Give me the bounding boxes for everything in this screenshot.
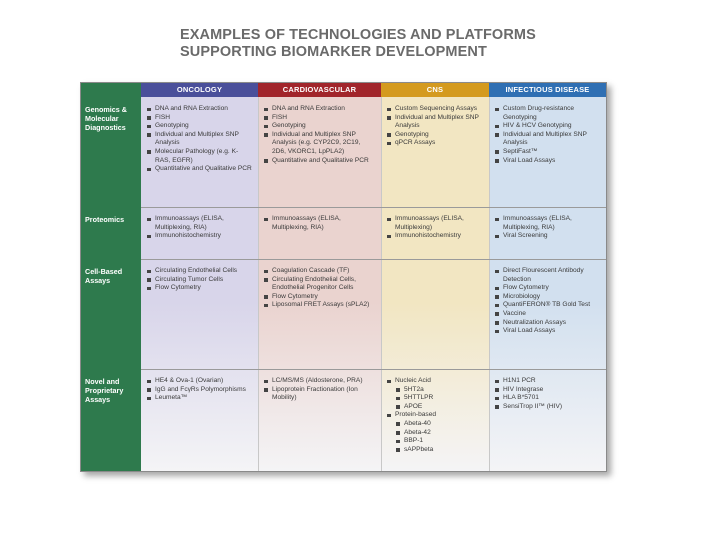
title-line-1: EXAMPLES OF TECHNOLOGIES AND PLATFORMS xyxy=(180,27,536,43)
list-item: DNA and RNA Extraction xyxy=(263,105,376,114)
list-item: H1N1 PCR xyxy=(494,377,601,386)
list-item: Immunohistochemistry xyxy=(146,232,253,241)
table-cell xyxy=(263,267,376,310)
bullet-list xyxy=(386,105,484,148)
list-item: qPCR Assays xyxy=(386,139,484,148)
list-item: Leumeta™ xyxy=(146,394,253,403)
page-title xyxy=(180,27,600,61)
table-cell xyxy=(494,377,601,411)
table-cell xyxy=(146,105,253,174)
bullet-list xyxy=(263,105,376,165)
list-item: Quantitative and Qualitative PCR xyxy=(263,157,376,166)
list-item: Circulating Endothelial Cells, Endothelial Progenitor Cells xyxy=(263,276,376,293)
list-item: Coagulation Cascade (TF) xyxy=(263,267,376,276)
table-cell xyxy=(494,105,601,165)
list-item: APOE xyxy=(386,403,484,412)
list-item: Flow Cytometry xyxy=(494,284,601,293)
list-item: Abeta-40 xyxy=(386,420,484,429)
list-item: Immunoassays (ELISA, Multiplexing, RIA) xyxy=(494,215,601,232)
list-item: Liposomal FRET Assays (sPLA2) xyxy=(263,301,376,310)
column-divider xyxy=(489,97,490,471)
list-item: Individual and Multiplex SNP Analysis xyxy=(494,131,601,148)
list-item: Direct Flourescent Antibody Detection xyxy=(494,267,601,284)
table-cell xyxy=(386,215,484,241)
row-divider xyxy=(141,369,606,370)
list-item: Quantitative and Qualitative PCR xyxy=(146,165,253,174)
bullet-list xyxy=(263,267,376,310)
bullet-list xyxy=(146,377,253,403)
list-item: Immunoassays (ELISA, Multiplexing, RIA) xyxy=(263,215,376,232)
list-item: Circulating Tumor Cells xyxy=(146,276,253,285)
bullet-list xyxy=(494,267,601,336)
table-cell xyxy=(263,377,376,403)
title-line-2: SUPPORTING BIOMARKER DEVELOPMENT xyxy=(180,44,487,60)
list-item: SeptiFast™ xyxy=(494,148,601,157)
bullet-list xyxy=(386,377,484,454)
list-item: 5HTTLPR xyxy=(386,394,484,403)
bullet-list xyxy=(146,215,253,241)
list-item: Flow Cytometry xyxy=(263,293,376,302)
list-item: Protein-based xyxy=(386,411,484,420)
column-header-oncology: ONCOLOGY xyxy=(141,83,258,97)
list-item: Vaccine xyxy=(494,310,601,319)
list-item: Immunoassays (ELISA, Multiplexing, RIA) xyxy=(146,215,253,232)
column-header-cardiovascular: CARDIOVASCULAR xyxy=(258,83,381,97)
table-cell xyxy=(494,267,601,336)
column-divider xyxy=(258,97,259,471)
table-cell xyxy=(146,377,253,403)
list-item: HE4 & Ova-1 (Ovarian) xyxy=(146,377,253,386)
table-cell xyxy=(386,105,484,148)
bullet-list xyxy=(146,267,253,293)
list-item: Nucleic Acid xyxy=(386,377,484,386)
list-item: HLA B*5701 xyxy=(494,394,601,403)
list-item: IgG and FcγRs Polymorphisms xyxy=(146,386,253,395)
table-cell xyxy=(494,215,601,241)
table-cell xyxy=(146,267,253,293)
list-item: Genotyping xyxy=(146,122,253,131)
table-cell xyxy=(146,215,253,241)
list-item: DNA and RNA Extraction xyxy=(146,105,253,114)
list-item: Immunohistochemistry xyxy=(386,232,484,241)
row-label: Genomics & Molecular Diagnostics xyxy=(85,105,127,132)
list-item: Individual and Multiplex SNP Analysis xyxy=(386,114,484,131)
list-item: Individual and Multiplex SNP Analysis (e.g. CYP2C9, 2C19, 2D6, VKORC1, LpPLA2) xyxy=(263,131,376,157)
list-item: HIV Integrase xyxy=(494,386,601,395)
table-cell xyxy=(263,215,376,232)
list-item: QuantiFERON® TB Gold Test xyxy=(494,301,601,310)
bullet-list xyxy=(263,377,376,403)
row-divider xyxy=(141,207,606,208)
table-cell xyxy=(263,105,376,165)
list-item: Abeta-42 xyxy=(386,429,484,438)
bullet-list xyxy=(263,215,376,232)
technology-table xyxy=(80,82,607,472)
list-item: Neutralization Assays xyxy=(494,319,601,328)
table-cell xyxy=(386,377,484,454)
list-item: Genotyping xyxy=(386,131,484,140)
column-header-infectious-disease: INFECTIOUS DISEASE xyxy=(489,83,606,97)
list-item: FISH xyxy=(263,114,376,123)
list-item: Individual and Multiplex SNP Analysis xyxy=(146,131,253,148)
bullet-list xyxy=(494,215,601,241)
row-label: Proteomics xyxy=(85,215,125,224)
bullet-list xyxy=(386,215,484,241)
list-item: SensiTrop II™ (HIV) xyxy=(494,403,601,412)
column-divider xyxy=(381,97,382,471)
bullet-list xyxy=(146,105,253,174)
list-item: Molecular Pathology (e.g. K-RAS, EGFR) xyxy=(146,148,253,165)
list-item: sAPPbeta xyxy=(386,446,484,455)
row-label: Novel and Proprietary Assays xyxy=(85,377,124,404)
bullet-list xyxy=(494,377,601,411)
list-item: LC/MS/MS (Aldosterone, PRA) xyxy=(263,377,376,386)
list-item: 5HT2a xyxy=(386,386,484,395)
column-header-cns: CNS xyxy=(381,83,489,97)
list-item: Immunoassays (ELISA, Multiplexing) xyxy=(386,215,484,232)
list-item: Custom Sequencing Assays xyxy=(386,105,484,114)
list-item: Microbiology xyxy=(494,293,601,302)
row-divider xyxy=(141,259,606,260)
list-item: Viral Load Assays xyxy=(494,157,601,166)
list-item: Flow Cytometry xyxy=(146,284,253,293)
list-item: FISH xyxy=(146,114,253,123)
list-item: Circulating Endothelial Cells xyxy=(146,267,253,276)
list-item: Viral Screening xyxy=(494,232,601,241)
list-item: Custom Drug-resistance Genotyping xyxy=(494,105,601,122)
list-item: Genotyping xyxy=(263,122,376,131)
list-item: BBP-1 xyxy=(386,437,484,446)
list-item: HIV & HCV Genotyping xyxy=(494,122,601,131)
bullet-list xyxy=(494,105,601,165)
list-item: Lipoprotein Fractionation (Ion Mobility) xyxy=(263,386,376,403)
row-label: Cell-Based Assays xyxy=(85,267,123,285)
list-item: Viral Load Assays xyxy=(494,327,601,336)
